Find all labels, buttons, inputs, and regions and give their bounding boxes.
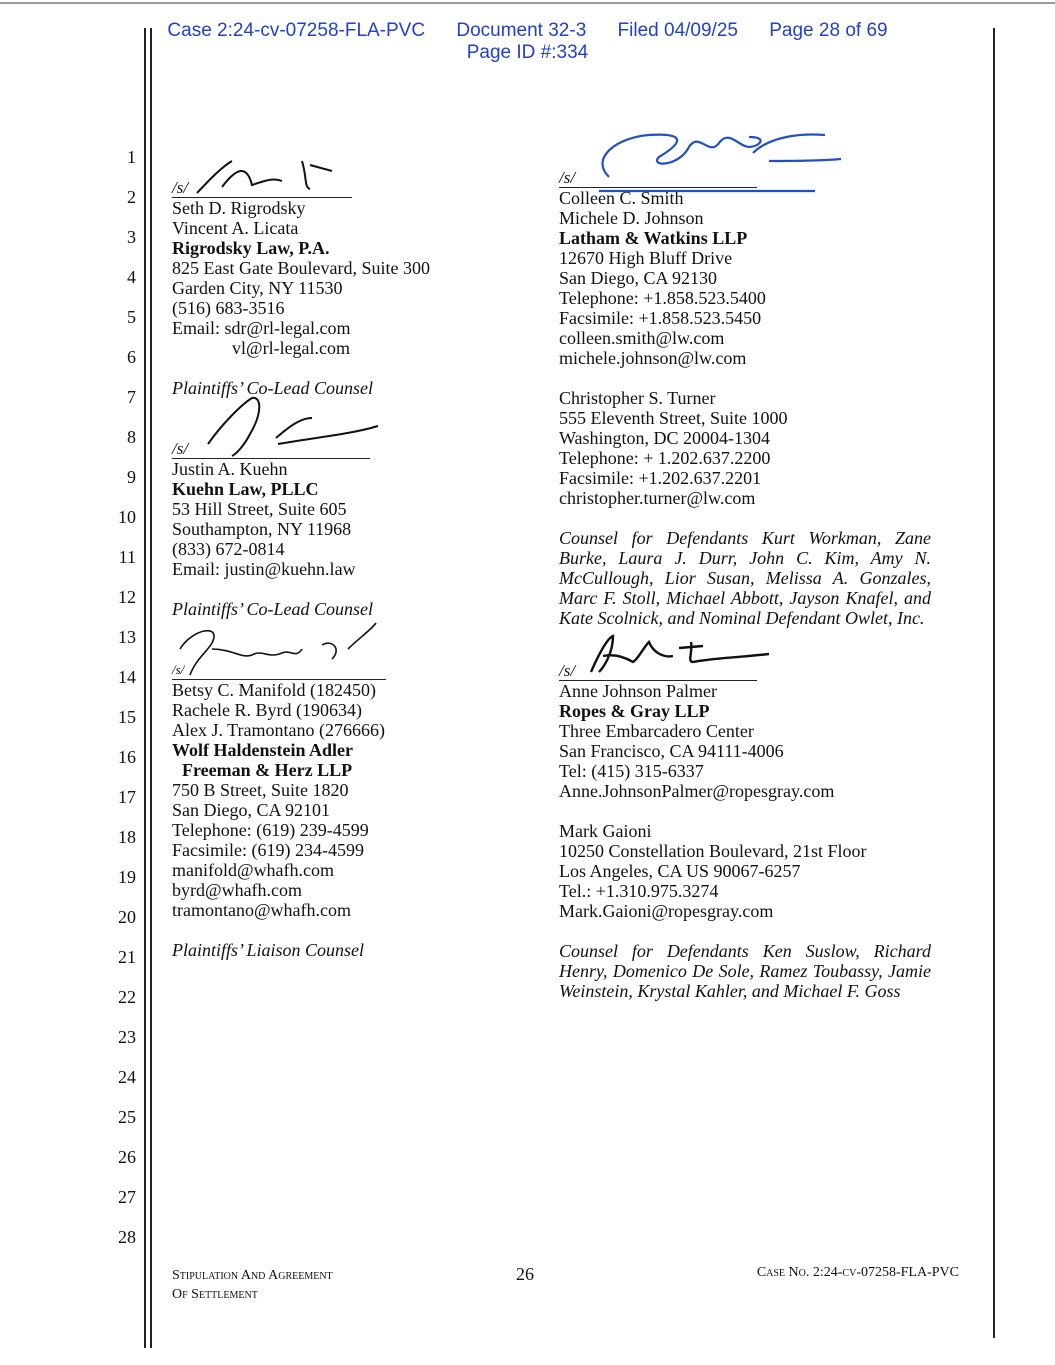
sig-prefix: /s/ <box>559 661 576 680</box>
signature-line-smith <box>559 157 757 188</box>
left-column <box>172 167 492 960</box>
attorney-name: Seth D. Rigrodsky <box>172 198 306 218</box>
header-page: Page 28 of 69 <box>769 20 888 41</box>
handwritten-signature-kuehn <box>192 394 382 458</box>
sig-prefix: /s/ <box>559 168 576 187</box>
line-number: 25 <box>118 1107 136 1127</box>
right-margin-rule <box>993 28 995 1338</box>
counsel-role: Plaintiffs’ Co-Lead Counsel <box>172 599 374 619</box>
address-line: Los Angeles, CA US 90067-6257 <box>559 861 801 881</box>
header-document: Document 32-3 <box>456 20 587 41</box>
email: colleen.smith@lw.com <box>559 328 725 348</box>
line-number: 20 <box>118 907 136 927</box>
firm-name: Kuehn Law, PLLC <box>172 479 319 499</box>
handwritten-signature-smith <box>579 117 859 197</box>
address-line: San Diego, CA 92130 <box>559 268 718 288</box>
phone: Tel: (415) 315-6337 <box>559 761 704 781</box>
header-case: Case 2:24-cv-07258-FLA-PVC <box>167 20 426 41</box>
handwritten-signature-byrd <box>172 619 386 679</box>
attorney-name: Rachele R. Byrd (190634) <box>172 700 362 720</box>
line-number: 9 <box>127 467 136 487</box>
footer-title-line2: Of Settlement <box>172 1287 258 1302</box>
attorney-name: Michele D. Johnson <box>559 208 704 228</box>
address-line: San Francisco, CA 94111-4006 <box>559 741 784 761</box>
phone: Telephone: + 1.202.637.2200 <box>559 448 771 468</box>
email: Anne.JohnsonPalmer@ropesgray.com <box>559 781 835 801</box>
counsel-role: Plaintiffs’ Co-Lead Counsel <box>172 378 374 398</box>
line-number: 15 <box>118 707 136 727</box>
phone: Tel.: +1.310.975.3274 <box>559 881 719 901</box>
line-number: 3 <box>127 227 136 247</box>
handwritten-signature-palmer <box>583 628 783 680</box>
address-line: San Diego, CA 92101 <box>172 800 331 820</box>
line-number: 14 <box>118 667 136 687</box>
left-margin-rule-outer <box>144 28 146 1348</box>
signature-line-palmer <box>559 628 757 681</box>
signature-line-rigrodsky <box>172 167 352 198</box>
line-number: 23 <box>118 1027 136 1047</box>
header-filed: Filed 04/09/25 <box>617 20 738 41</box>
firm-name: Latham & Watkins LLP <box>559 228 748 248</box>
email: Email: sdr@rl-legal.com <box>172 318 351 338</box>
line-number: 10 <box>118 507 136 527</box>
line-number: 22 <box>118 987 136 1007</box>
top-border <box>0 2 1055 4</box>
address-line: 12670 High Bluff Drive <box>559 248 733 268</box>
email: tramontano@whafh.com <box>172 900 352 920</box>
email: michele.johnson@lw.com <box>559 348 747 368</box>
email: Mark.Gaioni@ropesgray.com <box>559 901 774 921</box>
address-line: Garden City, NY 11530 <box>172 278 343 298</box>
footer-title-line1: Stipulation And Agreement <box>172 1268 333 1283</box>
line-number: 27 <box>118 1187 136 1207</box>
footer-page-number: 26 <box>516 1264 534 1284</box>
fax: Facsimile: (619) 234-4599 <box>172 840 364 860</box>
left-margin-rule-inner <box>150 28 152 1348</box>
email: christopher.turner@lw.com <box>559 488 756 508</box>
attorney-name: Mark Gaioni <box>559 821 652 841</box>
signature-line-byrd <box>172 619 386 680</box>
firm-name: Wolf Haldenstein Adler <box>172 740 354 760</box>
attorney-name: Christopher S. Turner <box>559 388 716 408</box>
attorney-name: Betsy C. Manifold (182450) <box>172 680 376 700</box>
attorney-name: Justin A. Kuehn <box>172 459 288 479</box>
email: Email: justin@kuehn.law <box>172 559 356 579</box>
attorney-name: Alex J. Tramontano (276666) <box>172 720 385 740</box>
line-number: 1 <box>127 147 136 167</box>
attorney-name: Vincent A. Licata <box>172 218 299 238</box>
address-line: Washington, DC 20004-1304 <box>559 428 771 448</box>
line-number: 2 <box>127 187 136 207</box>
line-number: 13 <box>118 627 136 647</box>
counsel-role: Counsel for Defendants Ken Suslow, Richard Henry, Domenico De Sole, Ramez Toubassy, Jamie Weinstein, Krystal Kahler, and Michael F. Goss <box>559 941 931 1001</box>
footer-title <box>172 1266 333 1304</box>
phone: (516) 683-3516 <box>172 298 285 318</box>
firm-name-cont: Freeman & Herz LLP <box>182 760 353 780</box>
phone: Telephone: +1.858.523.5400 <box>559 288 766 308</box>
address-line: Three Embarcadero Center <box>559 721 754 741</box>
right-column <box>559 157 931 1001</box>
line-number: 8 <box>127 427 136 447</box>
attorney-name: Anne Johnson Palmer <box>559 681 717 701</box>
line-number: 12 <box>118 587 136 607</box>
line-number: 6 <box>127 347 136 367</box>
fax: Facsimile: +1.858.523.5450 <box>559 308 762 328</box>
address-line: Southampton, NY 11968 <box>172 519 352 539</box>
line-number: 28 <box>118 1227 136 1247</box>
phone: (833) 672-0814 <box>172 539 285 559</box>
filing-header <box>0 20 1055 64</box>
phone: Telephone: (619) 239-4599 <box>172 820 369 840</box>
line-number: 18 <box>118 827 136 847</box>
footer-case-number: Case No. 2:24-cv-07258-FLA-PVC <box>756 1265 959 1280</box>
address-line: 750 B Street, Suite 1820 <box>172 780 349 800</box>
line-number: 17 <box>118 787 136 807</box>
email: manifold@whafh.com <box>172 860 335 880</box>
line-number: 19 <box>118 867 136 887</box>
sig-prefix: /s/ <box>172 439 189 458</box>
address-line: 53 Hill Street, Suite 605 <box>172 499 347 519</box>
email: byrd@whafh.com <box>172 880 303 900</box>
counsel-role: Plaintiffs’ Liaison Counsel <box>172 940 365 960</box>
counsel-role: Counsel for Defendants Kurt Workman, Zane Burke, Laura J. Durr, John C. Kim, Amy N. McCullough, Lior Susan, Melissa A. Gonzales, Marc F. Stoll, Michael Abbott, Jayson Knafel, and Kate Scolnick, and Nominal Defendant Owlet, Inc. <box>559 528 931 628</box>
line-number: 24 <box>118 1067 136 1087</box>
attorney-name: Colleen C. Smith <box>559 188 684 208</box>
line-number: 4 <box>127 267 136 287</box>
address-line: 825 East Gate Boulevard, Suite 300 <box>172 258 430 278</box>
line-number: 11 <box>118 547 136 567</box>
line-number: 26 <box>118 1147 136 1167</box>
address-line: 10250 Constellation Boulevard, 21st Floor <box>559 841 867 861</box>
signature-line-kuehn <box>172 408 370 459</box>
header-page-id: Page ID #:334 <box>466 42 589 63</box>
fax: Facsimile: +1.202.637.2201 <box>559 468 762 488</box>
firm-name: Ropes & Gray LLP <box>559 701 710 721</box>
sig-prefix: /s/ <box>172 178 189 197</box>
line-number: 5 <box>127 307 136 327</box>
sig-prefix: /s/ <box>172 662 185 677</box>
line-number: 16 <box>118 747 136 767</box>
email: vl@rl-legal.com <box>232 338 351 358</box>
line-number: 7 <box>127 387 136 407</box>
address-line: 555 Eleventh Street, Suite 1000 <box>559 408 788 428</box>
firm-name: Rigrodsky Law, P.A. <box>172 238 330 258</box>
line-number: 21 <box>118 947 136 967</box>
handwritten-signature-rigrodsky <box>192 157 362 197</box>
